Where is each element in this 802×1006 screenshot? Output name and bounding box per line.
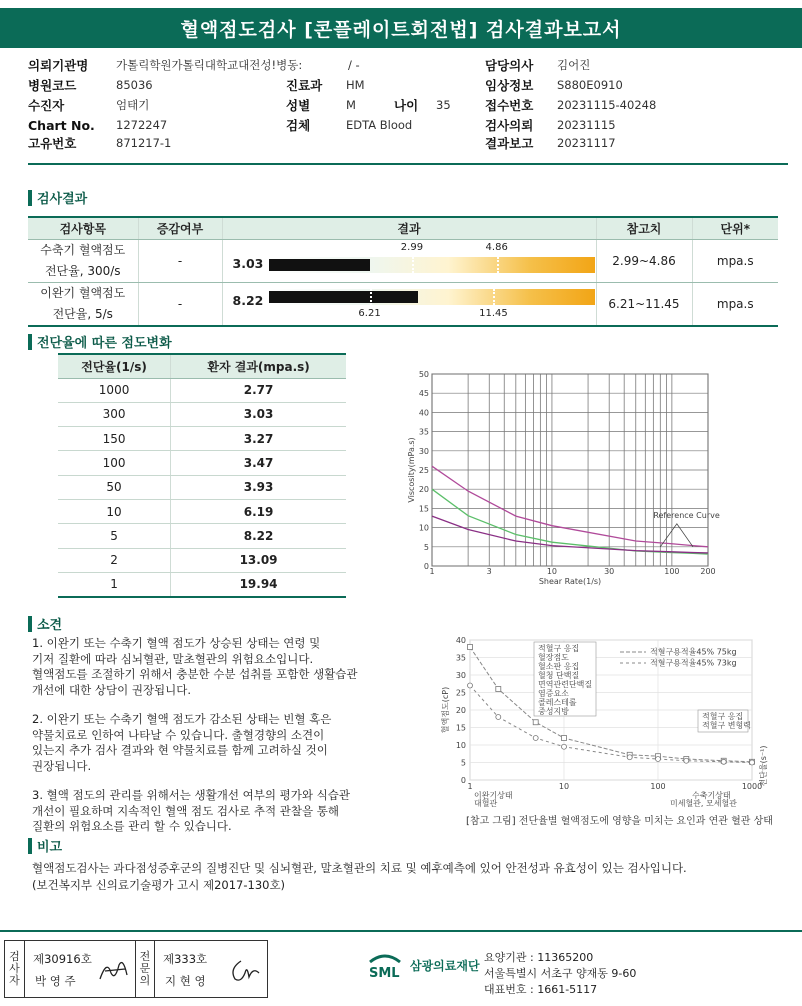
change-value: -	[138, 282, 222, 326]
x-tick-label: 10	[546, 567, 558, 576]
y-tick-label: 5	[423, 542, 429, 552]
gauge-low-label: 6.21	[358, 307, 381, 319]
x-tick-label: 10	[558, 782, 570, 791]
sml-logo-icon	[366, 950, 404, 980]
y-axis-label: 혈액점도(cP)	[441, 686, 450, 734]
shear-row	[58, 402, 346, 426]
y-tick-label: 50	[418, 370, 429, 379]
data-point	[656, 757, 661, 762]
shear-rate-cell: 1000	[58, 378, 171, 402]
org-info	[484, 950, 636, 998]
org-code: 요양기관 : 11365200	[484, 951, 594, 964]
shear-rate-cell: 100	[58, 451, 171, 475]
table-row	[28, 282, 778, 326]
gauge-high-label: 4.86	[485, 241, 508, 253]
ref-range: 6.21~11.45	[596, 282, 692, 326]
tester-label: 검 사 자	[5, 941, 25, 997]
gauge-low-mark	[412, 257, 414, 273]
opinion-section-title: 소견	[28, 614, 62, 633]
hospital-code-label: 병원코드	[28, 78, 77, 93]
x-tick-label: 3	[486, 567, 492, 576]
unit-value: mpa.s	[692, 239, 778, 282]
patient-label: 수진자	[28, 98, 65, 113]
chart-no-value: 1272247	[116, 118, 168, 132]
gauge-fill	[269, 291, 419, 303]
specimen-label: 검체	[286, 118, 311, 133]
ref-range: 2.99~4.86	[596, 239, 692, 282]
annotation-label: Reference Curve	[653, 511, 720, 520]
info-divider	[28, 163, 788, 165]
data-point	[496, 687, 501, 692]
requested-value: 20231115	[557, 118, 616, 132]
tester-signature	[97, 955, 131, 985]
y-axis-label: Viscosity(mPa.s)	[407, 437, 416, 503]
shear-row	[58, 548, 346, 572]
x-tick-label: 1	[429, 567, 435, 576]
y-tick-label: 10	[418, 523, 429, 533]
data-point	[721, 759, 726, 764]
data-point	[496, 715, 501, 720]
y-tick-label: 30	[418, 446, 429, 456]
org-address: 서울특별시 서초구 양재동 9-60	[484, 967, 637, 980]
shear-rate-cell: 300	[58, 402, 171, 426]
reviewer-name: 지 현 영	[165, 974, 206, 988]
dept-value: HM	[346, 78, 365, 92]
receipt-value: 20231115-40248	[557, 98, 657, 112]
x-tick-label: 1	[467, 782, 473, 791]
patient-result-cell: 13.09	[171, 548, 346, 572]
col-patient-result: 환자 결과(mpa.s)	[171, 354, 346, 378]
x-tick-label: 100	[664, 567, 680, 576]
item-name: 이완기 혈액점도	[40, 285, 126, 300]
dept-label: 진료과	[286, 78, 323, 93]
data-point	[468, 683, 473, 688]
reference-figure-chart	[440, 632, 780, 810]
clinical-label: 임상정보	[485, 78, 534, 93]
legend-item: 적혈구용적율45% 73kg	[650, 658, 737, 668]
data-point	[562, 744, 567, 749]
y-tick-label: 25	[418, 466, 429, 475]
hospital-code-value: 85036	[116, 78, 153, 92]
x-tick-label: 1000	[741, 782, 763, 791]
patient-result-cell: 3.93	[171, 475, 346, 499]
institution-label: 의뢰기관명	[28, 58, 89, 73]
remark-section-title: 비고	[28, 836, 62, 855]
factor-item: 염증요소	[538, 689, 569, 698]
right-axis-label: 전단율(s⁻¹)	[759, 745, 768, 787]
uid-value: 871217-1	[116, 136, 172, 150]
reported-value: 20231117	[557, 136, 616, 150]
org-name: 삼광의료재단	[410, 958, 480, 973]
signature-box	[4, 940, 268, 998]
y-tick-label: 20	[455, 706, 466, 715]
shear-rate-cell: 1	[58, 572, 171, 596]
sml-logo	[366, 950, 480, 980]
y-tick-label: 35	[418, 427, 429, 437]
remark-text: 혈액점도검사는 과다점성증후군의 질병진단 및 심뇌혈관, 말초혈관의 치료 및 예후예측에 있어 안전성과 유효성이 있는 검사입니다. (보건복지부 신의료기술평가 고시 제2017-130호)	[32, 861, 687, 892]
age-label: 나이	[394, 98, 419, 113]
x-annotation: 대혈관	[474, 799, 498, 808]
result-value: 3.03	[232, 255, 264, 271]
y-tick-label: 25	[455, 688, 466, 698]
reviewer-label: 전 문 의	[135, 941, 155, 997]
legend-item: 적혈구용적율45% 75kg	[650, 647, 737, 657]
change-value: -	[138, 239, 222, 282]
reviewer-signature	[227, 955, 263, 985]
age-value: 35	[436, 98, 451, 112]
opinion-item: 2. 이완기 또는 수축기 혈액 점도가 감소된 상태는 빈혈 혹은 약물치료로 인하여 나타날 수 있습니다. 출혈경향의 소견이 있는지 추가 검사 결과와 현 약물치료를 함께 고려하실 것이 권장됩니다.	[32, 712, 332, 773]
specimen-value: EDTA Blood	[346, 118, 413, 132]
data-point	[562, 736, 567, 741]
tester-license: 제30916호	[33, 952, 92, 966]
item-shear: 전단율, 300/s	[44, 263, 121, 278]
y-tick-label: 15	[455, 723, 466, 733]
gauge-fill	[269, 259, 370, 271]
col-ref: 참고치	[596, 217, 692, 239]
y-tick-label: 5	[460, 758, 466, 768]
gauge-low-mark	[370, 289, 372, 305]
patient-result-cell: 3.47	[171, 451, 346, 475]
data-point	[468, 645, 473, 650]
gauge-high-mark	[493, 289, 495, 305]
gauge-high-label: 11.45	[479, 307, 508, 319]
y-tick-label: 20	[418, 485, 429, 495]
patient-result-cell: 8.22	[171, 524, 346, 548]
chart-no-label: Chart No.	[28, 117, 95, 133]
shear-row	[58, 524, 346, 548]
doctor-value: 김어진	[557, 58, 591, 72]
x-tick-label: 100	[650, 782, 666, 791]
col-change: 증감여부	[138, 217, 222, 239]
sex-label: 성별	[286, 98, 311, 113]
factor-item: 혈청 단백질	[538, 671, 580, 680]
x-annotation: 수축기상태	[692, 791, 731, 800]
col-item: 검사항목	[28, 217, 138, 239]
shear-row	[58, 475, 346, 499]
y-tick-label: 0	[423, 562, 429, 571]
y-tick-label: 45	[418, 389, 429, 399]
figure-caption: [참고 그림] 전단율별 혈액점도에 영향을 미치는 요인과 연관 혈관 상태	[466, 816, 773, 827]
uid-label: 고유번호	[28, 136, 77, 151]
x-tick-label: 30	[604, 567, 615, 576]
institution-value: 가톨릭학원가톨릭대학교대전성!병동:	[116, 58, 303, 72]
data-point	[533, 720, 538, 725]
shear-rate-cell: 150	[58, 427, 171, 451]
shear-rate-cell: 10	[58, 499, 171, 523]
reviewer-license: 제333호	[163, 952, 208, 966]
x-axis-label: Shear Rate(1/s)	[538, 577, 602, 586]
item-name: 수축기 혈액점도	[40, 242, 126, 257]
y-tick-label: 40	[455, 636, 466, 645]
org-tel: 대표번호 : 1661-5117	[484, 983, 598, 996]
receipt-label: 접수번호	[485, 98, 534, 113]
col-unit: 단위*	[692, 217, 778, 239]
shear-rate-cell: 5	[58, 524, 171, 548]
report-title: 혈액점도검사 [콘플레이트회전법] 검사결과보고서	[0, 8, 802, 48]
shear-rate-cell: 50	[58, 475, 171, 499]
unit-value: mpa.s	[692, 282, 778, 326]
x-annotation: 미세혈관, 모세혈관	[670, 799, 737, 808]
shear-section-title: 전단율에 따른 점도변화	[28, 332, 172, 351]
data-point	[684, 758, 689, 763]
col-result: 결과	[222, 217, 596, 239]
gauge-low-label: 2.99	[400, 241, 424, 253]
opinion-item: 3. 혈액 점도의 관리를 위해서는 생활개선 여부의 평가와 식습관 개선이 필요하며 지속적인 혈액 점도 검사로 추적 관찰을 통해 질환의 위험요소를 관리 할 수 있습니다.	[32, 788, 350, 833]
y-tick-label: 35	[455, 653, 466, 663]
x-tick-label: 200	[700, 567, 716, 576]
shear-rate-cell: 2	[58, 548, 171, 572]
sex-value: M	[346, 98, 356, 112]
factor-item: 혈소판 응집	[538, 662, 580, 671]
shear-row	[58, 378, 346, 402]
patient-result-cell: 19.94	[171, 572, 346, 596]
result-gauge	[269, 257, 595, 273]
footer-divider	[0, 930, 802, 932]
tester-name: 박 영 주	[35, 974, 76, 988]
doctor-label: 담당의사	[485, 58, 534, 73]
opinion-item: 1. 이완기 또는 수축기 혈액 점도가 상승된 상태는 연령 및 기저 질환에 따라 심뇌혈관, 말초혈관의 위험요소입니다. 혈액점도를 조절하기 위해서 충분한 수분 섭취를 포함한 생활습관 개선에 대한 상담이 권장됩니다.	[32, 636, 358, 697]
gauge-high-mark	[497, 257, 499, 273]
col-shear-rate: 전단율(1/s)	[58, 354, 171, 378]
factor-item: 적혈구 응집	[702, 712, 744, 721]
reported-label: 결과보고	[485, 136, 534, 151]
clinical-value: S880E0910	[557, 78, 623, 92]
shear-row	[58, 427, 346, 451]
shear-row	[58, 572, 346, 596]
patient-result-cell: 6.19	[171, 499, 346, 523]
y-tick-label: 30	[455, 671, 466, 680]
patient-result-cell: 3.27	[171, 427, 346, 451]
result-value: 8.22	[232, 292, 264, 308]
data-point	[533, 736, 538, 741]
y-tick-label: 40	[418, 408, 429, 418]
patient-value: 엄태기	[116, 98, 150, 112]
factor-item: 적혈구 응집	[538, 644, 580, 653]
ward-value: / -	[348, 58, 360, 72]
opinion-text	[32, 636, 432, 849]
factor-item: 혈장점도	[538, 653, 569, 662]
shear-row	[58, 499, 346, 523]
viscosity-curve-chart	[408, 368, 718, 590]
patient-result-cell: 3.03	[171, 402, 346, 426]
data-point	[627, 755, 632, 760]
y-tick-label: 10	[455, 741, 466, 750]
table-row	[28, 239, 778, 282]
results-table	[28, 216, 778, 327]
item-shear: 전단율, 5/s	[52, 306, 113, 321]
factor-item: 적혈구 변형력	[702, 721, 751, 730]
patient-result-cell: 2.77	[171, 378, 346, 402]
data-point	[750, 760, 755, 765]
y-tick-label: 15	[418, 504, 429, 514]
shear-row	[58, 451, 346, 475]
y-tick-label: 0	[460, 776, 466, 785]
requested-label: 검사의뢰	[485, 118, 534, 133]
x-annotation: 이완기상태	[474, 791, 513, 800]
factor-item: 면역관련단백질	[538, 680, 593, 689]
results-section-title: 검사결과	[28, 188, 87, 207]
factor-item: 콜레스테롤	[538, 698, 577, 707]
shear-table	[58, 353, 346, 598]
svg-text:SML: SML	[369, 966, 400, 981]
result-gauge	[269, 289, 595, 305]
factor-item: 중성지방	[538, 707, 569, 716]
